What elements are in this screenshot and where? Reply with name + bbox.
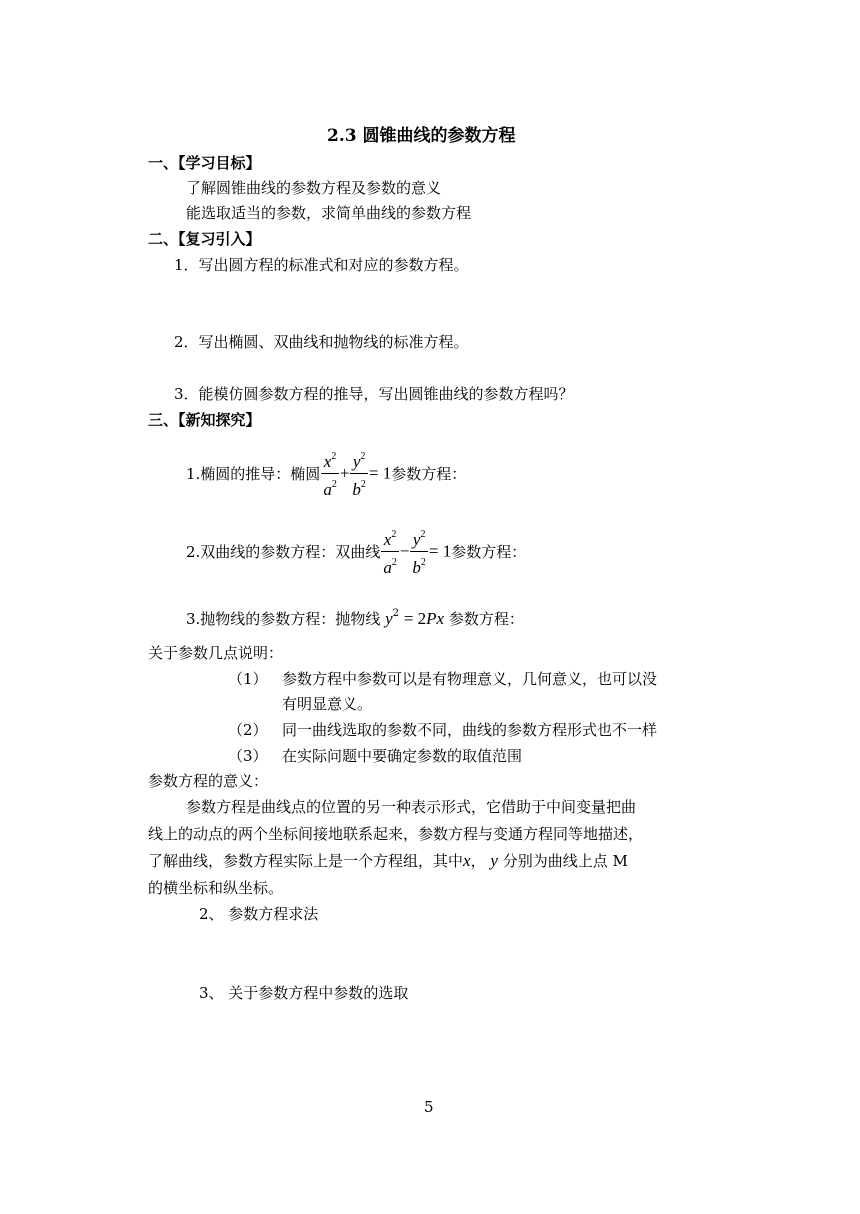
- hyperbola-fraction-y: $\frac{y^2}{b^2}$: [410, 524, 428, 579]
- parabola-prefix: 3.抛物线的参数方程：抛物线: [186, 610, 381, 628]
- method-2: 2、 参数方程求法: [199, 905, 319, 923]
- note-3-number: （3）: [228, 747, 268, 765]
- meaning-line-1: 参数方程是曲线点的位置的另一种表示形式，它借助于中间变量把曲: [186, 798, 637, 816]
- section-explore-header: 三、【新知探究】: [148, 411, 261, 429]
- notes-header: 关于参数几点说明：: [148, 644, 284, 662]
- ellipse-fraction-x: $\frac{x^2}{a^2}$: [321, 446, 339, 501]
- goal-2: 能选取适当的参数，求简单曲线的参数方程: [186, 204, 472, 222]
- hyperbola-suffix: 参数方程：: [451, 543, 527, 561]
- note-3: 在实际问题中要确定参数的取值范围: [282, 747, 523, 765]
- hyperbola-prefix: 2.双曲线的参数方程：双曲线: [186, 543, 381, 561]
- review-item-2: 2．写出椭圆、双曲线和抛物线的标准方程。: [174, 333, 469, 351]
- hyperbola-fraction-x: $\frac{x^2}{a^2}$: [381, 524, 399, 579]
- ellipse-line: 1.椭圆的推导：椭圆 $\frac{x^2}{a^2}$ + $\frac{y^2}{b^2}$ = 1参数方程：: [186, 446, 466, 501]
- meaning-line-4: 的横坐标和纵坐标。: [148, 879, 284, 897]
- note-1-line-2: 有明显意义。: [282, 695, 373, 713]
- meaning-header: 参数方程的意义：: [148, 772, 269, 790]
- page-title: 2.3 圆锥曲线的参数方程: [327, 126, 516, 146]
- review-item-3: 3．能模仿圆参数方程的推导，写出圆锥曲线的参数方程吗？: [174, 385, 574, 403]
- method-3: 3、 关于参数方程中参数的选取: [199, 984, 409, 1002]
- note-2-number: （2）: [228, 721, 268, 739]
- note-1-line-1: 参数方程中参数可以是有物理意义，几何意义，也可以没: [282, 670, 658, 688]
- goal-1: 了解圆锥曲线的参数方程及参数的意义: [186, 179, 442, 197]
- note-1-number: （1）: [228, 670, 268, 688]
- parabola-line: 3.抛物线的参数方程：抛物线 $y^2 = 2Px$ 参数方程：: [186, 608, 524, 628]
- page-number: 5: [424, 1098, 434, 1116]
- parabola-suffix: 参数方程：: [448, 610, 524, 628]
- hyperbola-line: 2.双曲线的参数方程：双曲线 $\frac{x^2}{a^2}$ − $\frac{y^2}{b^2}$ = 1参数方程：: [186, 524, 526, 579]
- review-item-1: 1．写出圆方程的标准式和对应的参数方程。: [174, 256, 469, 274]
- ellipse-fraction-y: $\frac{y^2}{b^2}$: [350, 446, 368, 501]
- ellipse-prefix: 1.椭圆的推导：椭圆: [186, 465, 321, 483]
- section-review-header: 二、【复习引入】: [148, 230, 261, 248]
- meaning-line-2: 线上的动点的两个坐标间接地联系起来，参数方程与变通方程同等地描述，: [148, 825, 644, 843]
- meaning-line-3: 了解曲线，参数方程实际上是一个方程组，其中x， y 分别为曲线上点 M: [148, 851, 628, 870]
- ellipse-suffix: 参数方程：: [391, 465, 467, 483]
- note-2: 同一曲线选取的参数不同，曲线的参数方程形式也不一样: [282, 721, 658, 739]
- section-goals-header: 一、【学习目标】: [148, 154, 261, 172]
